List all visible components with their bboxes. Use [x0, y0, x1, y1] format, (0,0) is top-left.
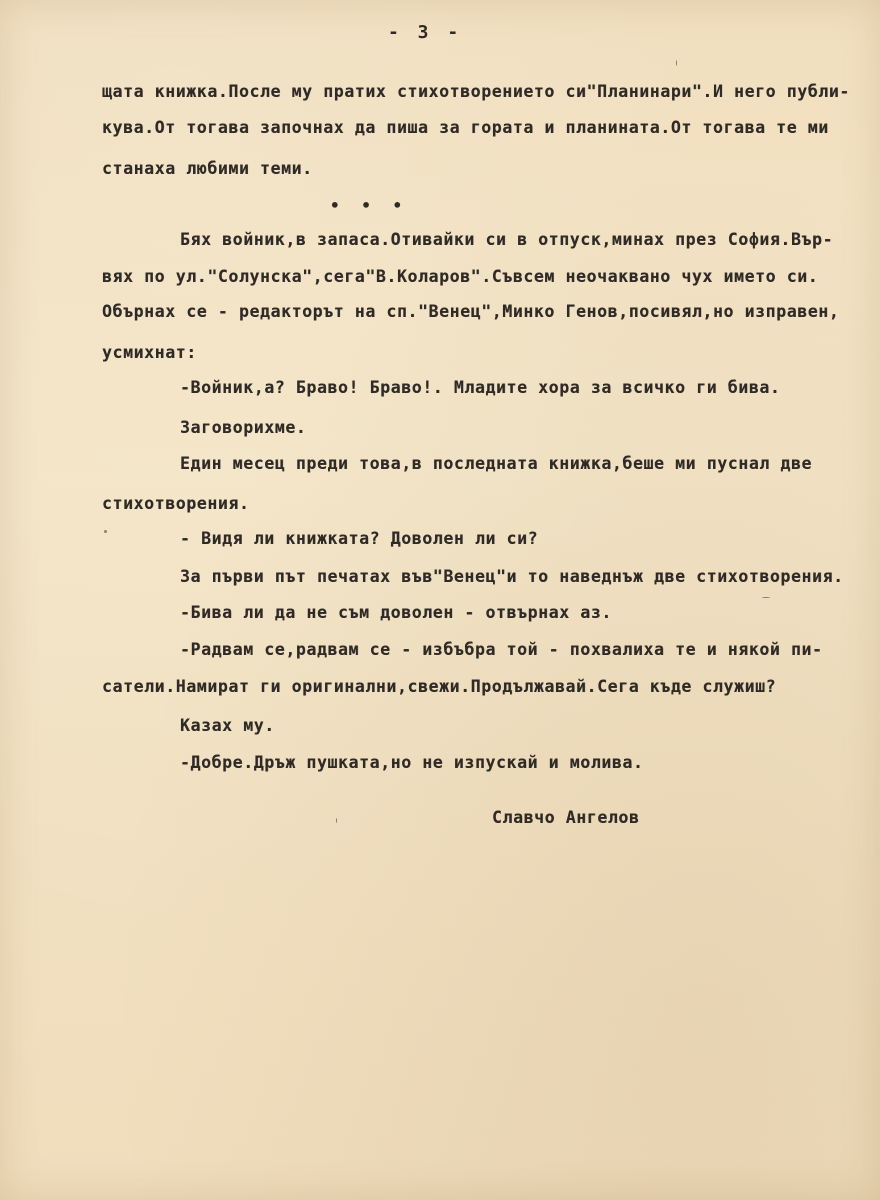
text-line: щата книжка.После му пратих стихотворението си"Планинари".И него публи- — [102, 82, 850, 101]
section-separator: • • • — [330, 196, 409, 215]
text-line: сатели.Намират ги оригинални,свежи.Продължавай.Сега къде служиш? — [102, 677, 777, 696]
text-line: станаха любими теми. — [102, 159, 313, 178]
text-line: -Войник,а? Браво! Браво!. Младите хора за всичко ги бива. — [180, 378, 781, 397]
text-line: Обърнах се - редакторът на сп."Венец",Минко Генов,посивял,но изправен, — [102, 302, 840, 321]
text-line: усмихнат: — [102, 343, 197, 362]
text-line: -Бива ли да не съм доволен - отвърнах аз. — [180, 603, 612, 622]
text-line: -Радвам се,радвам се - избъбра той - похвалиха те и някой пи- — [180, 640, 823, 659]
paper-speck — [676, 60, 677, 66]
text-line: -Добре.Дръж пушката,но не изпускай и молива. — [180, 753, 644, 772]
author-signature: Славчо Ангелов — [492, 808, 640, 827]
text-line: стихотворения. — [102, 494, 250, 513]
paper-speck — [762, 597, 770, 598]
text-line: Казах му. — [180, 716, 275, 735]
text-line: - Видя ли книжката? Доволен ли си? — [180, 529, 539, 548]
page-number: - 3 - — [388, 22, 463, 43]
text-line: За първи път печатах във"Венец"и то наведнъж две стихотворения. — [180, 567, 844, 586]
paper-speck — [104, 530, 107, 533]
text-line: Бях войник,в запаса.Отивайки си в отпуск,минах през София.Вър- — [180, 230, 834, 249]
paper-speck — [336, 818, 337, 823]
text-line: Заговорихме. — [180, 418, 307, 437]
text-line: вях по ул."Солунска",сега"В.Коларов".Съвсем неочаквано чух името си. — [102, 267, 819, 286]
text-line: кува.От тогава започнах да пиша за гората и планината.От тогава те ми — [102, 118, 829, 137]
text-line: Един месец преди това,в последната книжка,беше ми пуснал две — [180, 454, 813, 473]
